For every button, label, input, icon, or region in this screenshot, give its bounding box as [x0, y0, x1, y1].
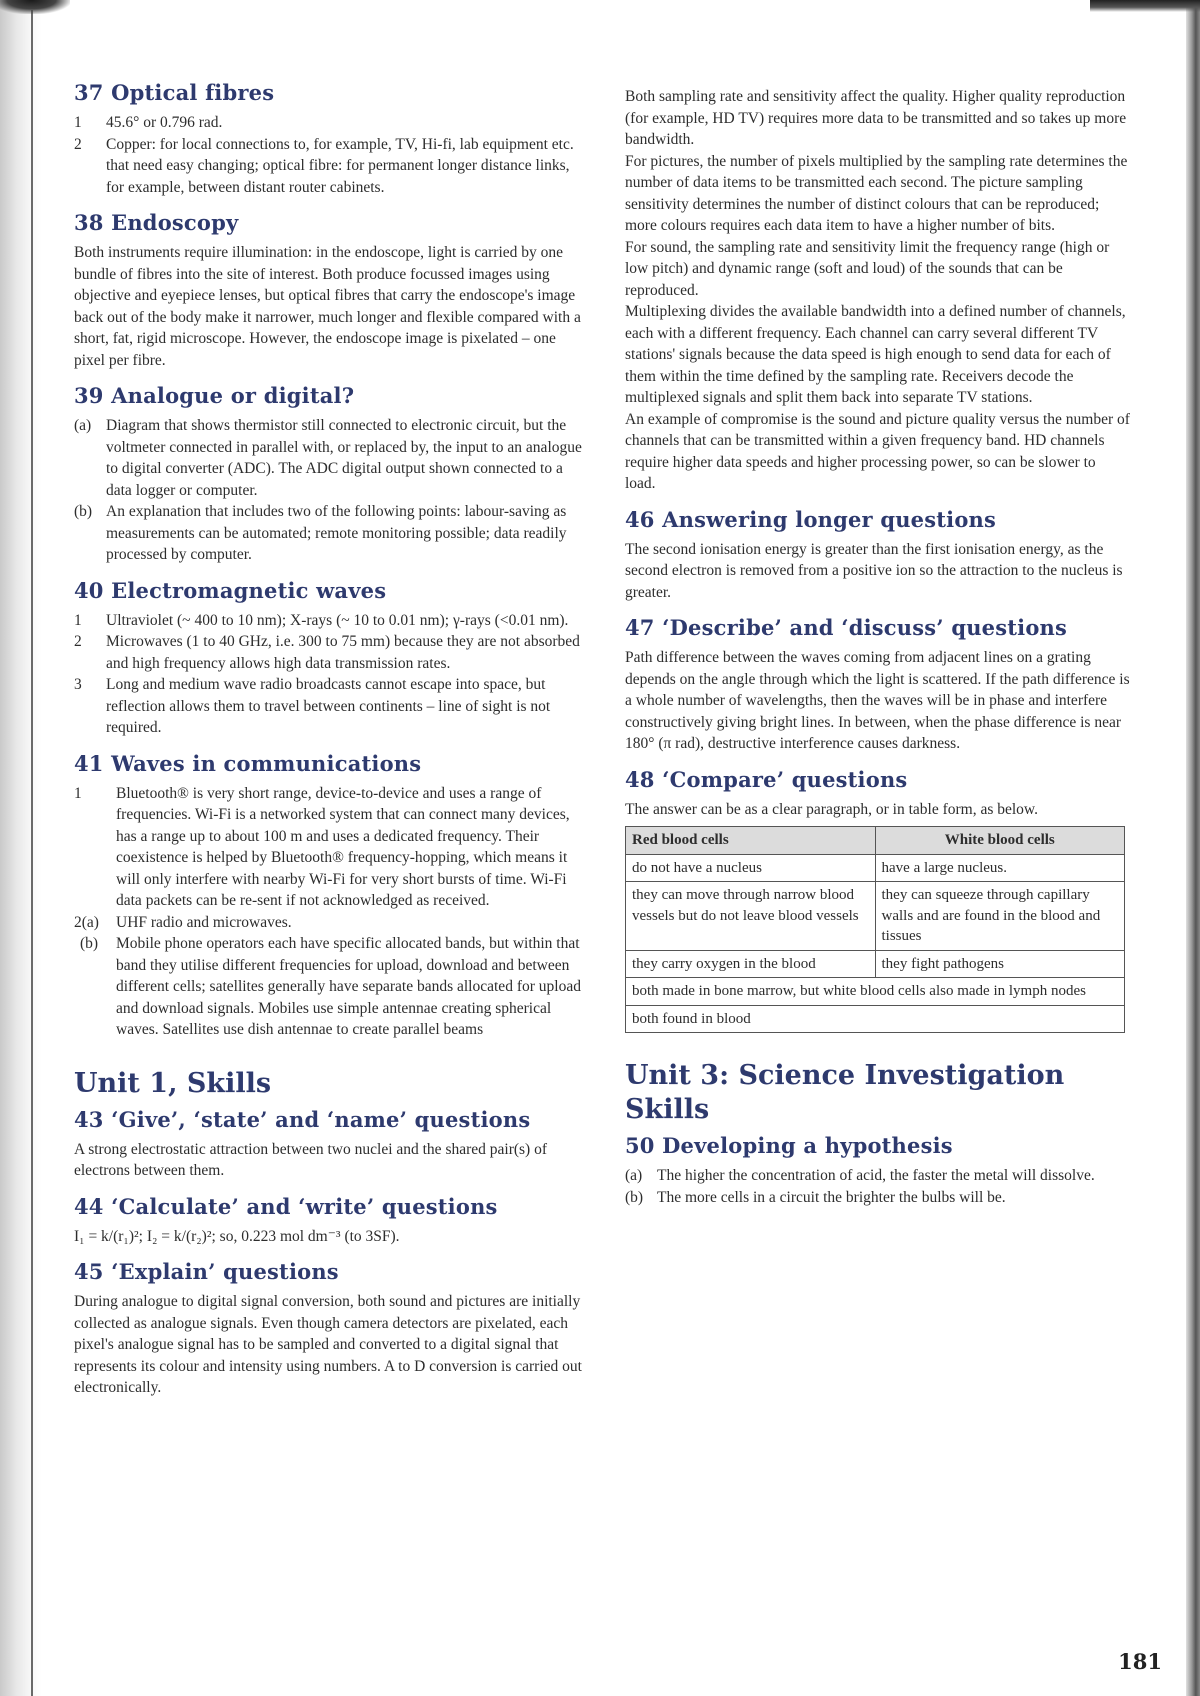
table-cell: do not have a nucleus [626, 854, 876, 882]
section-44-calculate-write [74, 1194, 584, 1248]
item-number: 3 [74, 676, 82, 693]
book-spine-line [31, 10, 33, 1696]
section-heading: 44 ‘Calculate’ and ‘write’ questions [74, 1193, 498, 1219]
item-text: 45.6° or 0.796 rad. [106, 114, 223, 131]
section-heading: 40 Electromagnetic waves [74, 577, 387, 603]
item-text: Copper: for local connections to, for example, TV, Hi-fi, lab equipment etc. that need easy changing; optical fibre: for permanent longer distance links, for example, between distant router cabinets. [106, 135, 574, 196]
item-number: (b) [80, 935, 99, 952]
table-row [626, 882, 1125, 951]
unit-heading: Unit 1, Skills [74, 1067, 272, 1099]
section-body: A strong electrostatic attraction between two nuclei and the shared pair(s) of electrons between them. [74, 1140, 548, 1179]
paragraph: For sound, the sampling rate and sensitivity limit the frequency range (high or low pitch) and dynamic range (soft and loud) of the sounds that can be reproduced. [625, 238, 1110, 299]
item-text: Long and medium wave radio broadcasts cannot escape into space, but reflection allows them to travel between continents – line of sight is not required. [106, 676, 551, 736]
item-number: (a) [74, 417, 92, 434]
item-text: The more cells in a circuit the brighter the bulbs will be. [657, 1188, 1006, 1206]
section-heading: 43 ‘Give’, ‘state’ and ‘name’ questions [74, 1106, 531, 1132]
section-heading: 48 ‘Compare’ questions [625, 766, 908, 792]
section-46-answering-longer [625, 507, 1130, 604]
section-heading: 46 Answering longer questions [625, 506, 997, 532]
item-number: (b) [74, 503, 93, 520]
item-number: 1 [74, 114, 82, 131]
table-row [626, 854, 1125, 882]
item-number: 2 [74, 633, 82, 650]
section-body: I₁ = k/(r₁)²; I₂ = k/(r₂)²; so, 0.223 mol dm⁻³ (to 3SF). [74, 1227, 400, 1245]
answer-item [74, 912, 584, 934]
table-cell: they carry oxygen in the blood [626, 950, 876, 978]
right-column [625, 86, 1130, 1208]
item-text: Microwaves (1 to 40 GHz, i.e. 300 to 75 mm) because they are not absorbed and high frequency allows high data transmission rates. [106, 633, 580, 672]
item-text: Mobile phone operators each have specific allocated bands, but within that band they utilise different frequencies for upload, download and between different cells; satellites generally have separate bands allocated for upload and download signals. Mobiles use simple antennae creating spherical waves. Satellites use dish antennae to create parallel beams [116, 935, 581, 1038]
column-header-white-blood-cells: White blood cells [875, 827, 1125, 855]
section-40-electromagnetic-waves [74, 578, 584, 739]
table-header-row [626, 827, 1125, 855]
answer-item [74, 501, 584, 566]
answer-item [74, 631, 584, 674]
section-heading: 37 Optical fibres [74, 80, 275, 105]
section-37-optical-fibres [74, 80, 584, 198]
answer-item [625, 1165, 1130, 1187]
section-41-waves-in-communications [74, 751, 584, 1041]
section-body: During analogue to digital signal conversion, both sound and pictures are initially collected as analogue signals. Even though camera detectors are pixelated, each pixel's analogue signal has to be sampled and converted to a digital signal that represents its colour and intensity using numbers. A to D conversion is carried out electronically. [74, 1293, 582, 1396]
item-text: An explanation that includes two of the following points: labour-saving as measurements can be automated; remote monitoring possible; data readily processed by computer. [106, 503, 567, 563]
section-heading: 50 Developing a hypothesis [625, 1133, 953, 1158]
left-column [74, 80, 584, 1399]
page-top-edge [1090, 0, 1200, 12]
item-text: Diagram that shows thermistor still connected to electronic circuit, but the voltmeter connected in parallel with, or replaced by, the input to an analogue to digital converter (ADC). The ADC digital output shown connected to a data logger or computer. [106, 417, 582, 499]
answer-item [74, 134, 584, 199]
item-number: 2 [74, 135, 82, 153]
answer-item [74, 783, 584, 912]
section-45-continued [625, 86, 1130, 495]
paragraph: An example of compromise is the sound and picture quality versus the number of channels that can be transmitted within a given frequency band. HD channels require higher data speeds and higher processing power, so can be slower to load. [625, 410, 1130, 492]
comparison-table [625, 826, 1125, 1033]
section-heading: 38 Endoscopy [74, 210, 239, 235]
item-number: (b) [625, 1188, 644, 1206]
page-right-edge [1186, 0, 1200, 1696]
section-45-explain [74, 1259, 584, 1399]
answer-item [625, 1187, 1130, 1209]
item-text: The higher the concentration of acid, the faster the metal will dissolve. [657, 1167, 1095, 1184]
section-48-compare [625, 767, 1130, 1034]
table-cell: they can move through narrow blood vessels but do not leave blood vessels [626, 882, 876, 951]
item-number: (a) [625, 1167, 643, 1184]
section-47-describe-discuss [625, 615, 1130, 755]
answer-item [74, 415, 584, 501]
section-heading: 41 Waves in communications [74, 750, 422, 776]
item-number: 2(a) [74, 913, 99, 931]
section-body: Path difference between the waves coming from adjacent lines on a grating depends on the angle through which the light is scattered. If the path difference is a whole number of wavelengths, then the waves will be in phase and interfere constructively giving bright lines. In between, when the phase difference is near 180° (π rad), destructive interference causes darkness. [625, 649, 1130, 752]
paragraph: For pictures, the number of pixels multiplied by the sampling rate determines the number of data items to be transmitted each second. The picture sampling sensitivity determines the number of distinct colours that can be reproduced; more colours requires each data item to have a higher number of bits. [625, 152, 1128, 234]
section-heading: 47 ‘Describe’ and ‘discuss’ questions [625, 615, 1068, 640]
section-heading: 45 ‘Explain’ questions [74, 1259, 339, 1284]
table-cell: have a large nucleus. [875, 854, 1125, 882]
answer-item [74, 674, 584, 739]
answer-item [74, 610, 584, 632]
item-text: Bluetooth® is very short range, device-to-device and uses a range of frequencies. Wi-Fi is a networked system that can connect many devices, has a range up to about 100 m and uses a dedicated frequency. Their coexistence is helped by Bluetooth® frequency-hopping, which means it will only interfere with nearby Wi-Fi for very short bursts of time. Wi-Fi data packets can be re-sent if not acknowledged as received. [116, 784, 570, 909]
table-row-spanning [626, 978, 1125, 1006]
section-heading: 39 Analogue or digital? [74, 383, 355, 408]
item-number: 1 [74, 784, 82, 802]
section-50-developing-hypothesis [625, 1133, 1130, 1208]
paragraph: Multiplexing divides the available bandwidth into a defined number of channels, each with a different frequency. Each channel can carry several different TV stations' signals because the data speed is high enough to send data for each of them within the time defined by the sampling rate. Receivers decode the multiplexed signals and split them back into separate TV stations. [625, 303, 1126, 406]
unit-heading: Unit 3: Science Investigation Skills [625, 1060, 1065, 1125]
table-cell-spanning: both found in blood [626, 1005, 1125, 1033]
section-body: The second ionisation energy is greater than the first ionisation energy, as the second electron is removed from a positive ion so the attraction to the nucleus is greater. [625, 540, 1123, 601]
section-38-endoscopy [74, 210, 584, 371]
page-number: 181 [1118, 1649, 1162, 1674]
item-number: 1 [74, 611, 82, 629]
table-row [626, 950, 1125, 978]
item-text: UHF radio and microwaves. [116, 913, 292, 931]
answer-item [74, 933, 584, 1041]
item-text: Ultraviolet (~ 400 to 10 nm); X-rays (~ 10 to 0.01 nm); γ-rays (<0.01 nm). [106, 611, 569, 629]
section-body: Both instruments require illumination: in the endoscope, light is carried by one bundle of fibres into the site of interest. Both produce focussed images using objective and eyepiece lenses, but optical fibres that carry the endoscope's image back out of the body make it narrower, much longer and flexible compared with a short, fat, rigid microscope. However, the endoscope image is pixelated – one pixel per fibre. [74, 244, 581, 369]
table-cell: they fight pathogens [875, 950, 1125, 978]
section-39-analogue-or-digital [74, 383, 584, 566]
section-body: The answer can be as a clear paragraph, or in table form, as below. [625, 800, 1038, 818]
section-43-give-state-name [74, 1107, 584, 1182]
book-binding-shadow [0, 0, 42, 1696]
column-header-red-blood-cells: Red blood cells [626, 827, 876, 855]
answer-item [74, 112, 584, 134]
table-cell: they can squeeze through capillary walls and are found in the blood and tissues [875, 882, 1125, 951]
book-binding-top-shadow [0, 0, 70, 14]
table-cell-spanning: both made in bone marrow, but white blood cells also made in lymph nodes [626, 978, 1125, 1006]
paragraph: Both sampling rate and sensitivity affect the quality. Higher quality reproduction (for example, HD TV) requires more data to be transmitted and so takes up more bandwidth. [625, 88, 1127, 148]
table-row-spanning [626, 1005, 1125, 1033]
